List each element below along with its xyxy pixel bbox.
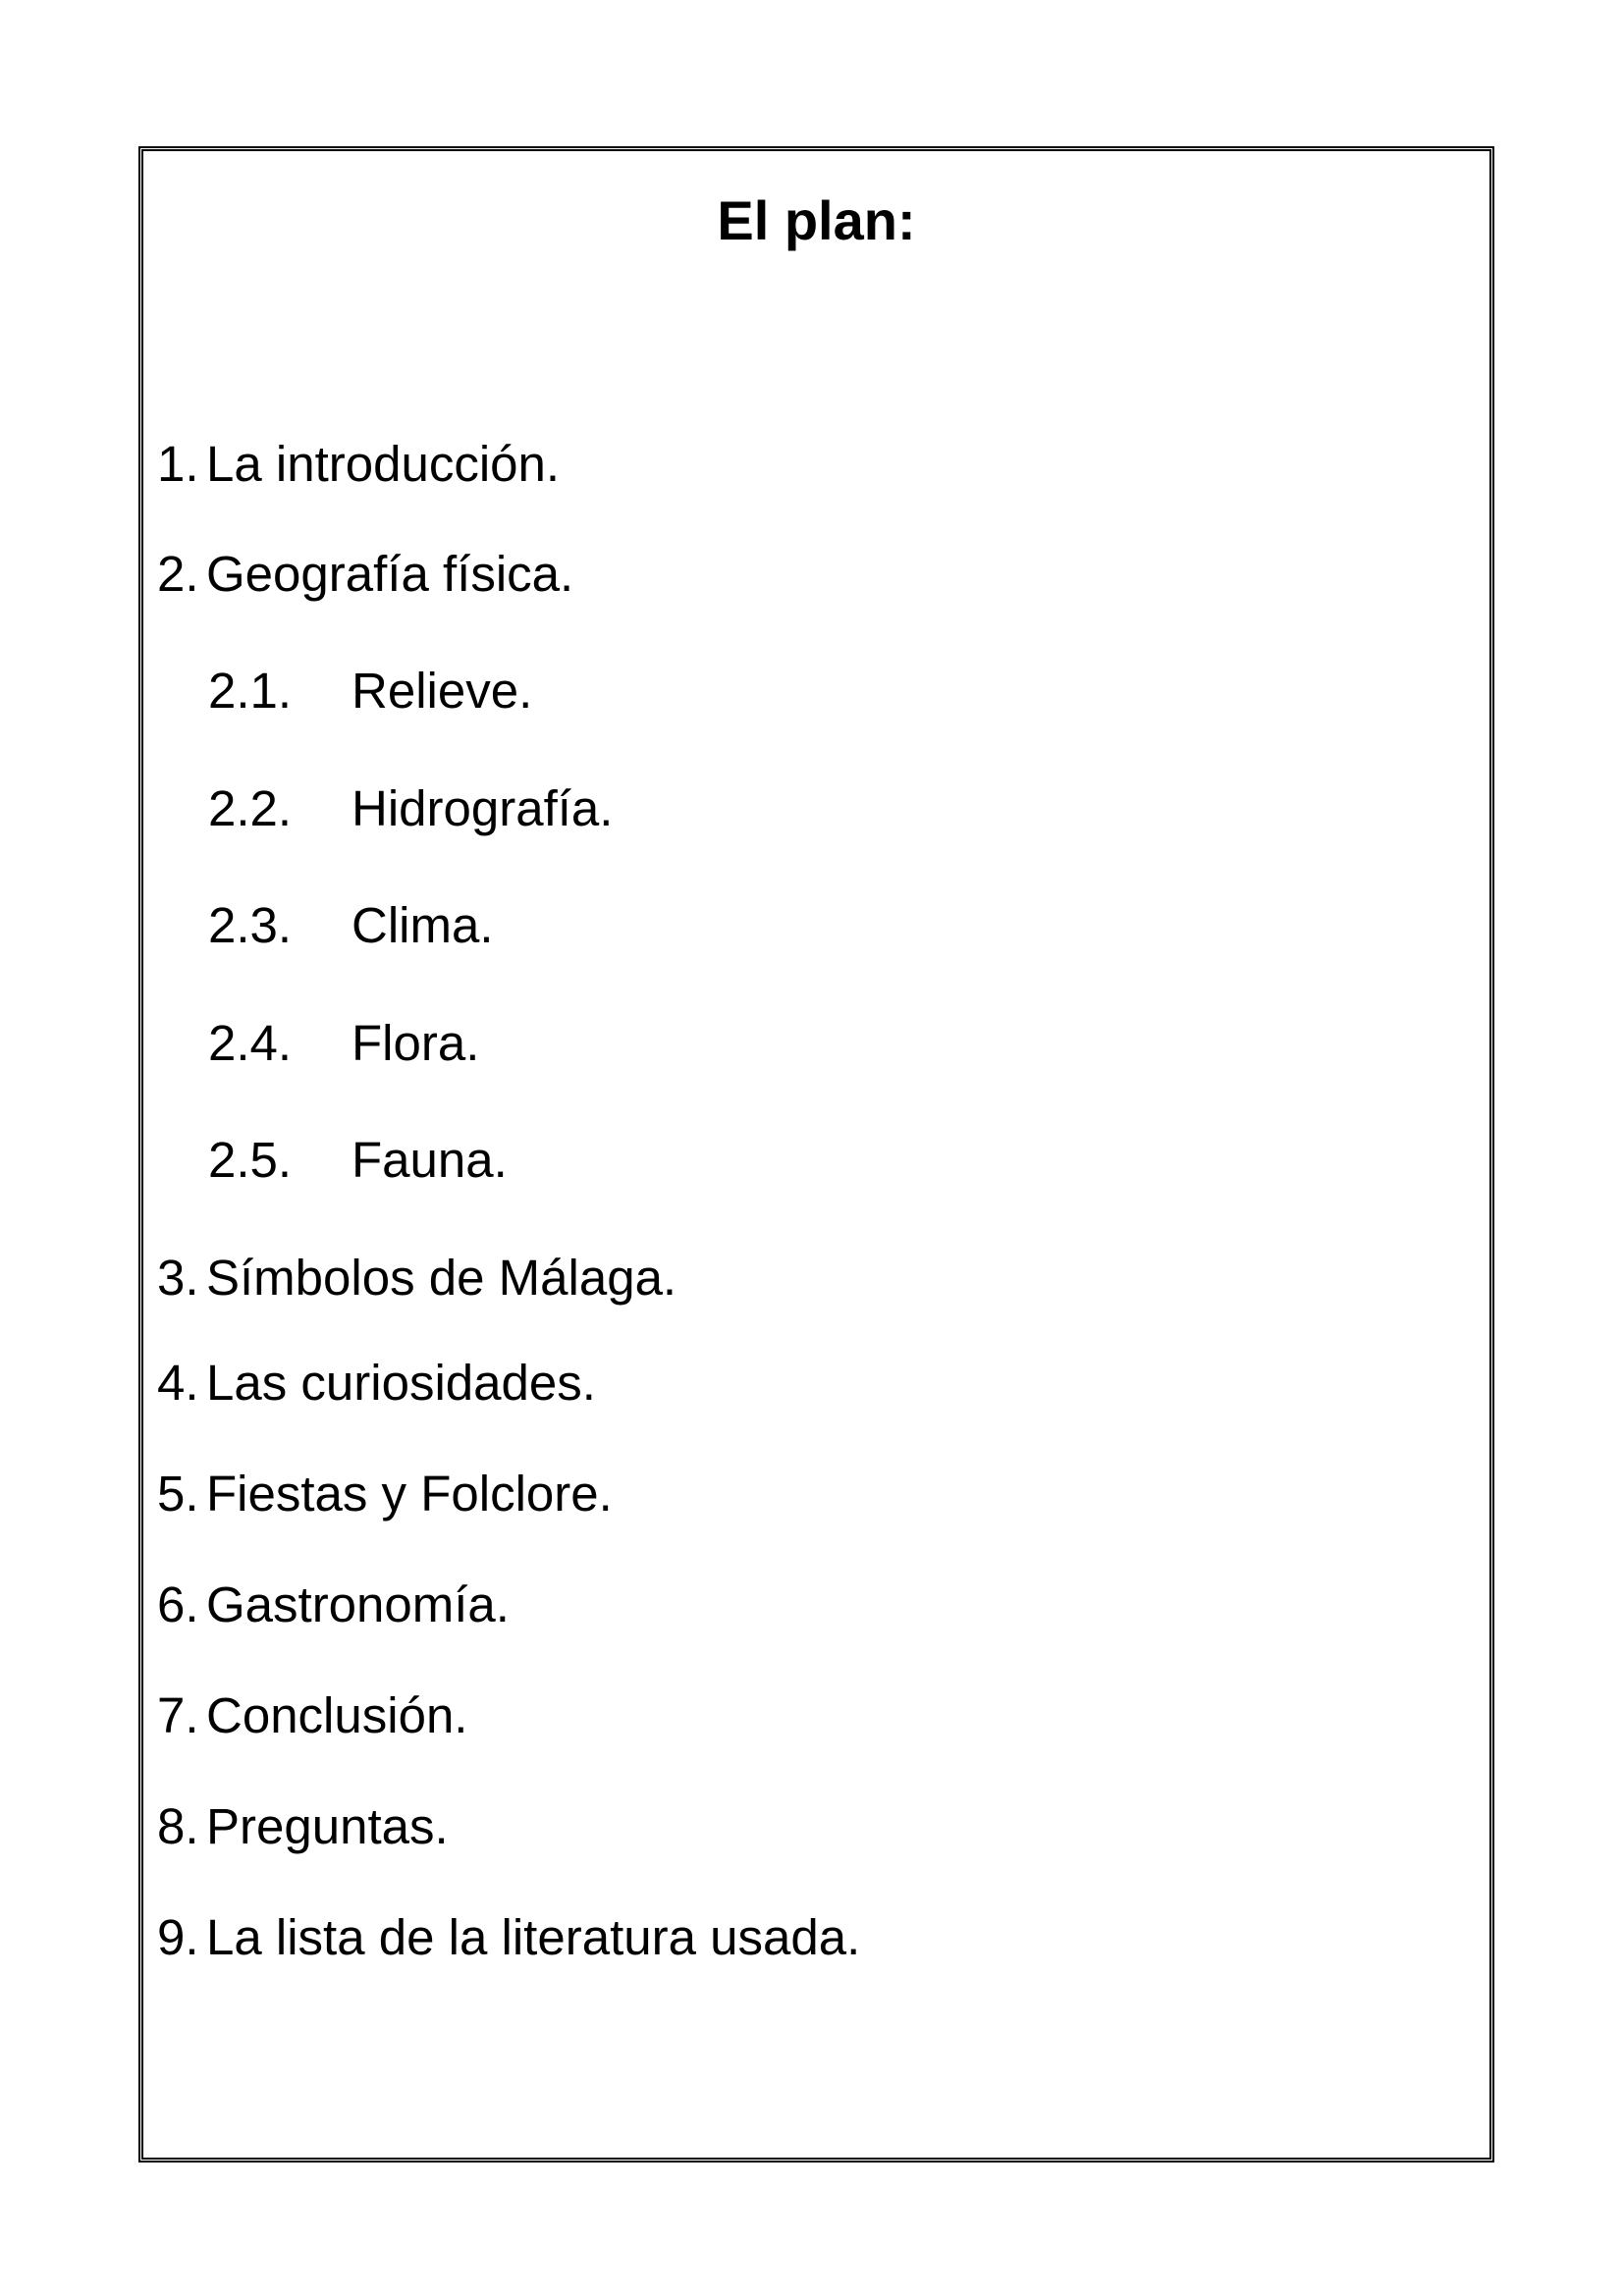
item-number: 2.3.: [208, 897, 293, 953]
item-text: La introducción.: [206, 436, 561, 492]
item-number: 2.4.: [208, 1015, 293, 1071]
list-item: [157, 1684, 467, 1747]
list-item: [157, 1906, 860, 1969]
sub-list-item: [208, 1012, 479, 1075]
item-text: Las curiosidades.: [206, 1355, 596, 1411]
item-text: Flora.: [352, 1015, 480, 1071]
item-text: Relieve.: [352, 663, 533, 719]
sub-list-item: [208, 894, 494, 957]
sub-list-item: [208, 660, 532, 722]
item-text: Hidrografía.: [352, 780, 614, 836]
list-item: [157, 1463, 613, 1525]
item-text: Fauna.: [352, 1132, 508, 1188]
list-item: [157, 433, 560, 496]
item-number: 8.: [157, 1798, 199, 1854]
list-item: [157, 1247, 676, 1309]
item-text: Clima.: [352, 897, 494, 953]
item-number: 2.: [157, 546, 199, 602]
item-text: Preguntas.: [206, 1798, 449, 1854]
item-text: Gastronomía.: [206, 1576, 510, 1632]
list-item: [157, 543, 573, 606]
sub-list-item: [208, 1129, 508, 1192]
item-text: Símbolos de Málaga.: [206, 1250, 677, 1306]
item-number: 1.: [157, 436, 199, 492]
list-item: [157, 1574, 510, 1636]
item-number: 2.5.: [208, 1132, 293, 1188]
item-number: 9.: [157, 1909, 199, 1965]
item-number: 4.: [157, 1355, 199, 1411]
item-text: Geografía física.: [206, 546, 574, 602]
item-number: 5.: [157, 1466, 199, 1522]
list-item: [157, 1795, 449, 1858]
page-title: El plan:: [717, 189, 916, 251]
item-number: 7.: [157, 1687, 199, 1743]
item-number: 3.: [157, 1250, 199, 1306]
item-text: La lista de la literatura usada.: [206, 1909, 861, 1965]
sub-list-item: [208, 777, 613, 840]
item-number: 2.2.: [208, 780, 293, 836]
plan-frame: [138, 146, 1494, 2163]
item-number: 6.: [157, 1576, 199, 1632]
item-number: 2.1.: [208, 663, 293, 719]
item-text: Fiestas y Folclore.: [206, 1466, 613, 1522]
item-text: Conclusión.: [206, 1687, 468, 1743]
list-item: [157, 1352, 596, 1415]
